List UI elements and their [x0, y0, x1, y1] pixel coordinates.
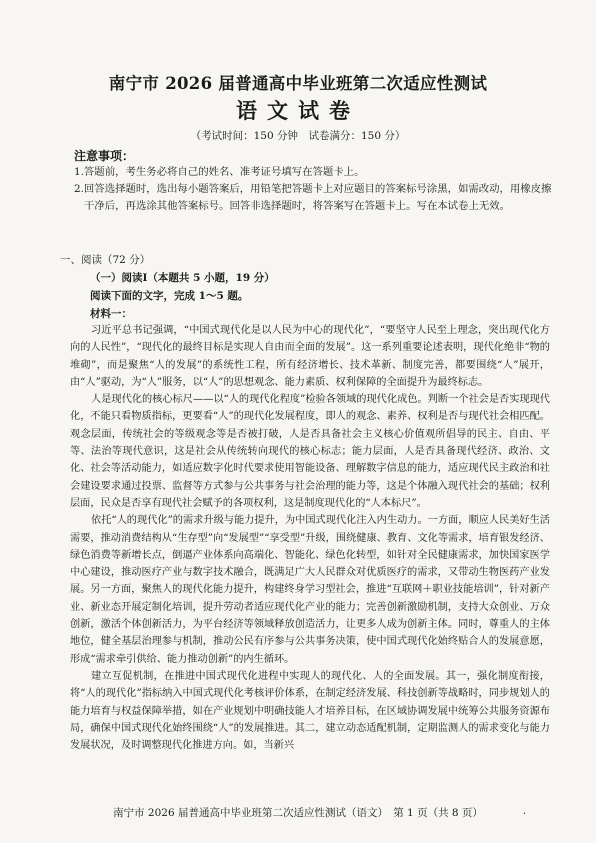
section-heading: 一、阅读（72 分） — [60, 254, 151, 266]
notice-heading: 注意事项： — [74, 149, 135, 163]
sub-section-heading: （一）阅读Ⅰ（本题共 5 小题，19 分） — [90, 272, 275, 284]
notice-item-2: 2.回答选择题时，选出每小题答案后，用铅笔把答题卡上对应题目的答案标号涂黑，如需改动，用橡皮擦干净后，再选涂其他答案标号。回答非选择题时，将答案写在答题卡上。写在本试卷上无效。 — [74, 183, 552, 212]
material-label: 材料一： — [90, 308, 132, 320]
paragraph-3: 依托“人的现代化”的需求升级与能力提升，为中国式现代化注入内生动力。一方面，顺应人民美好生活需要，推动消费结构从“生存型”向“发展型”“享受型”升级，围绕健康、教育、文化等需求，培育银发经济、绿色消费等新增长点，倒逼产业体系向高端化、智能化、绿色化转型，如针对全民健康需求，加快国家医学中心建设，推动医疗产业与数字技术融合，既满足广大人民群众对优质医疗的需求，又带动生物医药产业发展。另一方面，聚焦人的现代化能力提升，构建终身学习型社会，推进“互联网＋职业技能培训”，针对新产业、新业态开展定制化培训，提升劳动者适应现代化产业的能力；完善创新激励机制，支持大众创业、万众创新，激活个体创新活力，为平台经济等领域释放创造活力，让更多人成为创新主体。同时，尊重人的主体地位，健全基层治理参与机制，推动公民有序参与公共事务决策，使中国式现代化始终贴合人的发展意愿，形成“需求牵引供给、能力推动创新”的内生循环。 — [70, 515, 550, 665]
notice-item-1: 1.答题前，考生务必将自己的姓名、准考证号填写在答题卡上。 — [74, 166, 365, 178]
subject-title: 语文试卷 — [236, 98, 360, 123]
exam-title: 南宁市 2026 届普通高中毕业班第二次适应性测试 — [108, 74, 488, 93]
paragraph-4: 建立互促机制，在推进中国式现代化进程中实现人的现代化、人的全面发展。其一，强化制度衔接，将“人的现代化”指标纳入中国式现代化考核评价体系，在制定经济发展、科技创新等战略时，同步规划人的能力培育与权益保障举措，如在产业规划中明确技能人才培养目标，在区域协调发展中统筹公共服务资源布局，确保中国式现代化始终围绕“人”的发展推进。其二，建立动态适配机制，定期监测人的需求变化与能力发展状况，及时调整现代化推进方向。如，当新兴 — [70, 670, 550, 752]
paragraph-2: 人是现代化的核心标尺——以“人的现代化程度”检验各领域的现代化成色。判断一个社会是否实现现代化，不能只看物质指标，更要看“人”的现代化发展程度，即人的观念、素养、权利是否与现代社会相匹配。观念层面，传统社会的等级观念等是否被打破，人是否具备社会主义核心价值观所倡导的民主、自由、平等、法治等现代意识，这是社会从传统转向现代的核心标志；能力层面，人是否具备现代经济、政治、文化、社会等活动能力，如适应数字化时代要求使用智能设备、理解数字信息的能力，适应现代民主政治和社会建设要求通过投票、监督等方式参与公共事务与社会治理的能力等，这是个体融入现代社会的基础；权利层面，民众是否享有现代社会赋予的各项权利，这是制度现代化的“人本标尺”。 — [70, 394, 550, 509]
reading-instruction: 阅读下面的文字，完成 1～5 题。 — [90, 290, 249, 302]
footer-mark: . — [523, 806, 527, 817]
paragraph-1: 习近平总书记强调，“中国式现代化是以人民为中心的现代化”，“要坚守人民至上理念，突出现代化方向的人民性”，“现代化的最终目标是实现人自由而全面的发展”。这一系列重要论述表明，现代化绝非“物的堆砌”，而是聚焦“人的发展”的系统性工程，所有经济增长、技术革新、制度完善，都要围绕“人”展开，由“人”驱动，为“人”服务，以“人”的思想观念、能力素质、权利保障的全面提升为最终标志。 — [70, 325, 550, 388]
exam-info: （考试时间：150 分钟 试卷满分：150 分） — [190, 130, 406, 142]
page-footer: 南宁市 2026 届普通高中毕业班第二次适应性测试（语文） 第 1 页（共 8 页） — [113, 807, 483, 819]
passage-body — [70, 322, 550, 754]
